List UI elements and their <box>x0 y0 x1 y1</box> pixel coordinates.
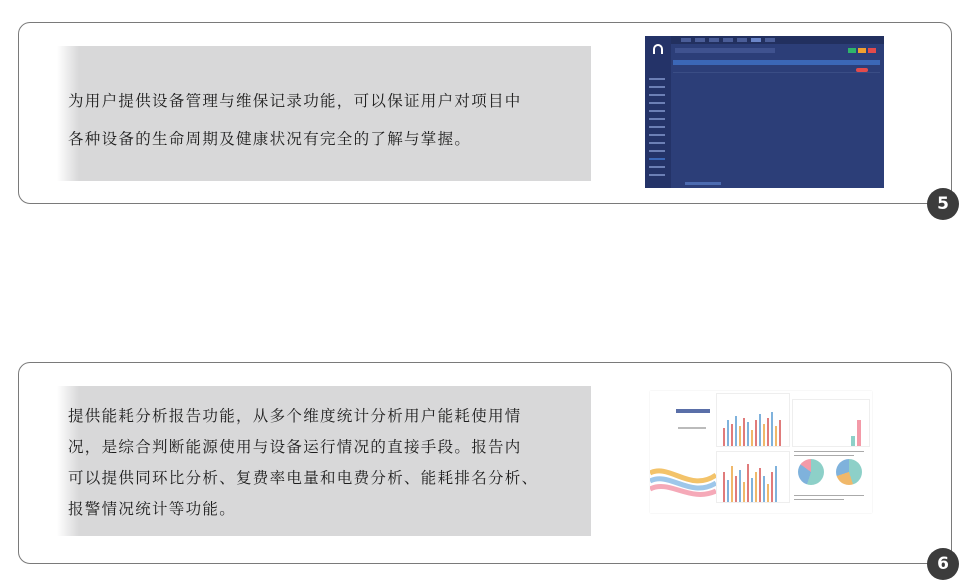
description-line: 提供能耗分析报告功能，从多个维度统计分析用户能耗使用情 <box>68 407 522 425</box>
chart-bar <box>735 416 737 446</box>
text-line <box>794 495 864 496</box>
nav-item <box>649 118 665 120</box>
chart-bar <box>723 472 725 502</box>
chart-bar <box>751 478 753 502</box>
chart-bar <box>771 472 773 502</box>
table-row <box>673 68 880 73</box>
chart-bar <box>727 420 729 446</box>
chart-bar <box>727 480 729 502</box>
chart-bar <box>775 426 777 446</box>
report-title <box>676 409 710 413</box>
nav-item <box>649 110 665 112</box>
table-header <box>673 60 880 65</box>
chart-bar <box>767 484 769 502</box>
equipment-management-screenshot <box>645 36 884 188</box>
trend-chart-panel <box>792 399 870 447</box>
chart-bar <box>747 422 749 446</box>
feature-description <box>57 386 591 536</box>
app-tab <box>695 38 705 42</box>
status-badge <box>856 68 868 72</box>
report-subtitle <box>678 427 706 429</box>
chart-bar <box>723 428 725 446</box>
app-tab <box>681 38 691 42</box>
nav-item <box>649 126 665 128</box>
chart-bar <box>747 464 749 502</box>
nav-item <box>649 102 665 104</box>
chart-bar <box>763 424 765 446</box>
description-line: 报警情况统计等功能。 <box>68 500 237 518</box>
description-line: 况，是综合判断能源使用与设备运行情况的直接手段。报告内 <box>68 438 522 456</box>
app-logo-icon <box>653 44 663 54</box>
description-line: 可以提供同环比分析、复费率电量和电费分析、能耗排名分析、 <box>68 469 539 487</box>
bar-chart-panel <box>716 393 790 447</box>
app-sidebar <box>645 36 671 188</box>
feature-description <box>57 46 591 181</box>
app-tab <box>765 38 775 42</box>
chart-bar <box>755 472 757 502</box>
nav-item <box>649 150 665 152</box>
bar-chart-panel <box>716 451 790 503</box>
nav-item <box>649 86 665 88</box>
page-number-badge: 5 <box>927 188 959 220</box>
chart-bar <box>775 466 777 502</box>
toolbar-button <box>868 48 876 53</box>
chart-bar <box>739 426 741 446</box>
app-tab <box>709 38 719 42</box>
nav-item <box>649 174 665 176</box>
nav-item <box>649 94 665 96</box>
decorative-wave <box>650 463 716 503</box>
nav-item <box>649 142 665 144</box>
chart-bar <box>771 412 773 446</box>
chart-bar <box>731 424 733 446</box>
nav-item <box>649 166 665 168</box>
chart-bar <box>763 476 765 502</box>
text-line <box>794 451 864 452</box>
pie-chart <box>798 459 824 485</box>
chart-bar <box>759 468 761 502</box>
chart-bar <box>743 418 745 446</box>
description-line: 各种设备的生命周期及健康状况有完全的了解与掌握。 <box>68 130 472 148</box>
chart-bar <box>779 420 781 446</box>
text-line <box>794 499 844 500</box>
chart-bar <box>755 420 757 446</box>
chart-bar <box>735 476 737 502</box>
chart-bar <box>857 420 861 446</box>
page-number-badge: 6 <box>927 548 959 580</box>
chart-bar <box>743 482 745 502</box>
chart-bar <box>851 436 855 446</box>
app-tab <box>723 38 733 42</box>
text-line <box>794 455 854 456</box>
filter-bar <box>675 48 775 53</box>
chart-bar <box>751 430 753 446</box>
app-topbar <box>671 36 884 44</box>
toolbar-button <box>858 48 866 53</box>
pie-chart <box>836 459 862 485</box>
app-tab-active <box>751 38 761 42</box>
pagination <box>685 182 721 185</box>
chart-bar <box>759 414 761 446</box>
description-line: 为用户提供设备管理与维保记录功能，可以保证用户对项目中 <box>68 92 522 110</box>
toolbar-button <box>848 48 856 53</box>
chart-bar <box>739 470 741 502</box>
nav-item-active <box>649 158 665 160</box>
nav-item <box>649 134 665 136</box>
energy-report-screenshot <box>650 391 872 513</box>
nav-item <box>649 78 665 80</box>
chart-bar <box>731 466 733 502</box>
chart-bar <box>767 418 769 446</box>
app-tab <box>737 38 747 42</box>
